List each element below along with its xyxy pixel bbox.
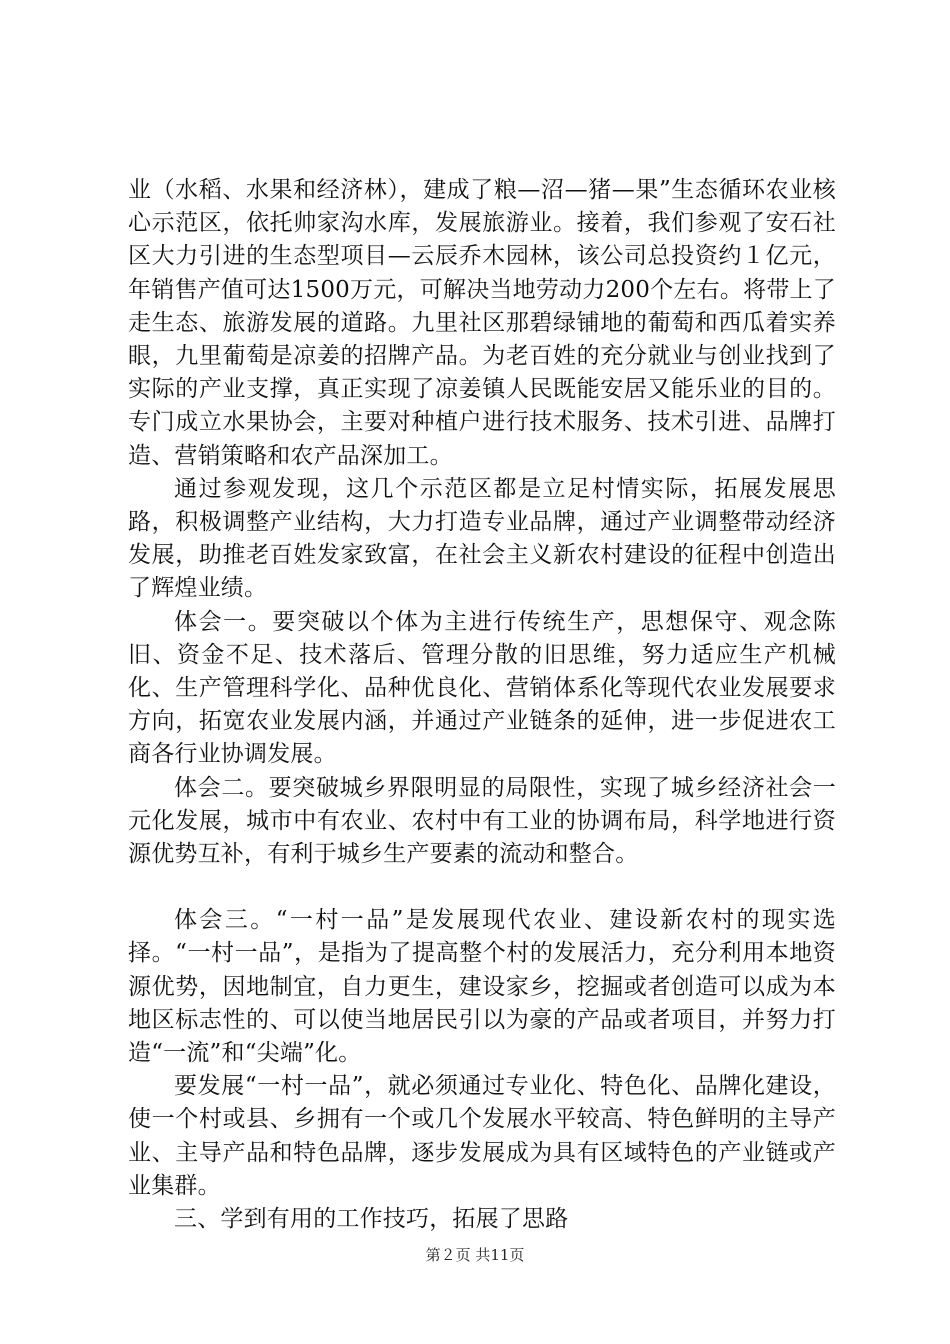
page-number-footer: 第２页 共11页: [425, 1246, 525, 1264]
paragraph-insight-two: 体会二。要突破城乡界限明显的局限性，实现了城乡经济社会一元化发展，城市中有农业、农村中有工业的协调布局，科学地进行资源优势互补，有利于城乡生产要素的流动和整合。: [128, 774, 836, 868]
paragraph-insight-three: 体会三。“一村一品”是发展现代农业、建设新农村的现实选择。“一村一品”，是指为了提高整个村的发展活力，充分利用本地资源优势，因地制宜，自力更生，建设家乡，挖掘或者创造可以成为本地区标志性的、可以使当地居民引以为豪的产品或者项目，并努力打造“一流”和“尖端”化。: [128, 907, 836, 1067]
body-text: [128, 174, 836, 1236]
section-heading-three: 三、学到有用的工作技巧，拓展了思路: [174, 1206, 569, 1233]
paragraph-insight-one: 体会一。要突破以个体为主进行传统生产，思想保守、观念陈旧、资金不足、技术落后、管理分散的旧思维，努力适应生产机械化、生产管理科学化、品种优良化、营销体系化等现代农业发展要求方向，拓宽农业发展内涵，并通过产业链条的延伸，进一步促进农工商各行业协调发展。: [128, 608, 836, 768]
paragraph-one-village-one-product: 要发展“一村一品”，就必须通过专业化、特色化、品牌化建设，使一个村或县、乡拥有一个或几个发展水平较高、特色鲜明的主导产业、主导产品和特色品牌，逐步发展成为具有区域特色的产业链或产业集群。: [128, 1073, 836, 1199]
paragraph-continuation: 业（水稻、水果和经济林），建成了粮—沼—猪—果”生态循环农业核心示范区，依托帅家沟水库，发展旅游业。接着，我们参观了安石社区大力引进的生态型项目—云辰乔木园林，该公司总投资约１亿元，年销售产值可达1500万元，可解决当地劳动力200个左右。将带上了走生态、旅游发展的道路。九里社区那碧绿铺地的葡萄和西瓜着实养眼，九里葡萄是凉姜的招牌产品。为老百姓的充分就业与创业找到了实际的产业支撑，真正实现了凉姜镇人民既能安居又能乐业的目的。专门成立水果协会，主要对种植户进行技术服务、技术引进、品牌打造、营销策略和农产品深加工。: [128, 177, 836, 469]
paragraph-observation: 通过参观发现，这几个示范区都是立足村情实际，拓展发展思路，积极调整产业结构，大力打造专业品牌，通过产业调整带动经济发展，助推老百姓发家致富，在社会主义新农村建设的征程中创造出了辉煌业绩。: [128, 475, 836, 602]
